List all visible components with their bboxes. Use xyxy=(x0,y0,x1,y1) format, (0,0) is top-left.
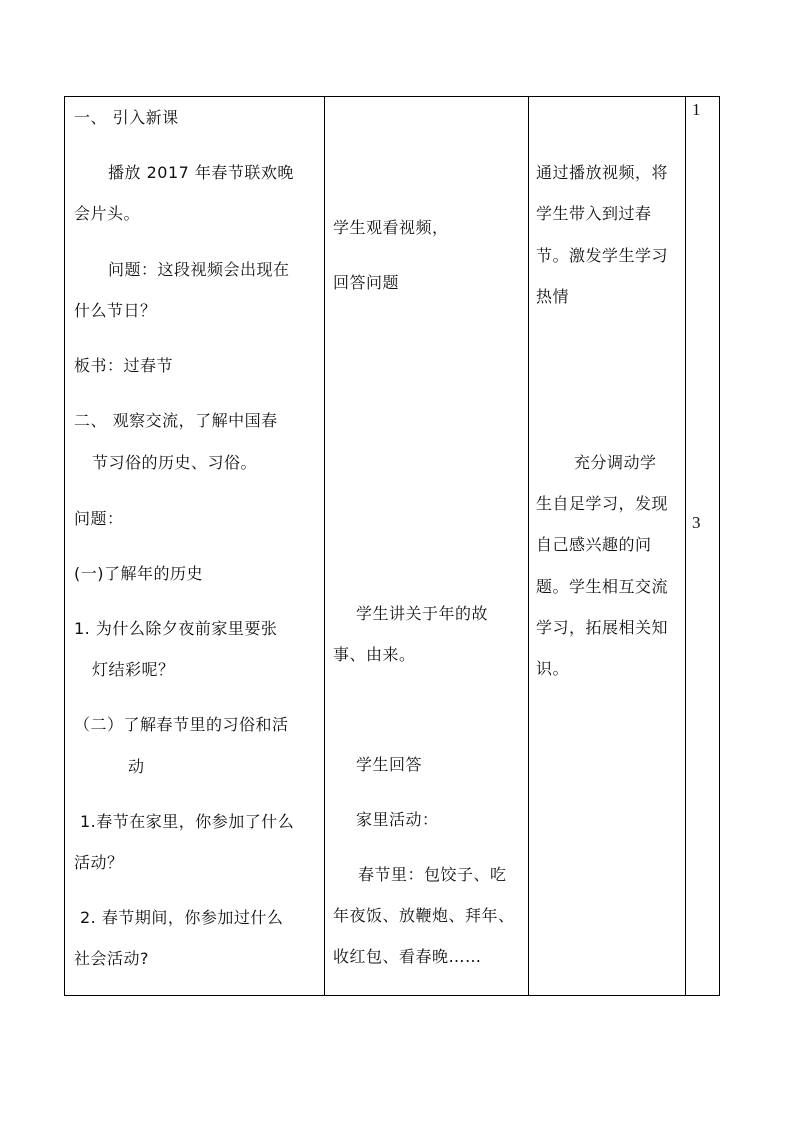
question-line: 问题：这段视频会出现在 xyxy=(108,260,290,279)
question-line: 什么节日？ xyxy=(74,301,157,320)
time-value: 1 xyxy=(692,100,701,119)
subsection-heading: 动 xyxy=(128,757,145,776)
column-divider xyxy=(324,97,325,995)
intent-line: 学习，拓展相关知 xyxy=(536,618,669,637)
question-line: 社会活动? xyxy=(74,949,149,968)
content-line: 播放 2017 年春节联欢晚 xyxy=(108,163,294,182)
question-line: 1. 为什么除夕夜前家里要张 xyxy=(74,619,278,638)
column-divider xyxy=(528,97,529,995)
subsection-heading: (一)了解年的历史 xyxy=(74,564,203,583)
column-divider xyxy=(685,97,686,995)
question-line: 1.春节在家里，你参加了什么 xyxy=(80,812,295,831)
activity-line: 年夜饭、放鞭炮、拜年、 xyxy=(333,906,515,925)
intent-line: 学生带入到过春 xyxy=(536,204,652,223)
board-note: 板书：过春节 xyxy=(74,356,174,375)
activity-line: 家里活动： xyxy=(356,810,439,829)
activity-line: 事、由来。 xyxy=(333,645,416,664)
activity-line: 回答问题 xyxy=(333,273,400,292)
question-line: 活动？ xyxy=(74,853,124,872)
intent-line: 通过播放视频，将 xyxy=(536,163,669,182)
activity-line: 收红包、看春晚…… xyxy=(333,947,482,966)
activity-line: 学生讲关于年的故 xyxy=(356,604,489,623)
intent-line: 节。激发学生学习 xyxy=(536,246,669,265)
questions-label: 问题： xyxy=(74,509,124,528)
activity-line: 学生回答 xyxy=(356,755,423,774)
intent-line: 热情 xyxy=(536,287,570,306)
time-value: 3 xyxy=(692,513,701,532)
intent-line: 识。 xyxy=(536,659,570,678)
intent-line: 充分调动学 xyxy=(574,453,657,472)
section-heading: 二、 观察交流，了解中国春 xyxy=(74,411,278,430)
question-line: 灯结彩呢？ xyxy=(92,660,175,679)
question-line: 2. 春节期间，你参加过什么 xyxy=(80,908,284,927)
intent-line: 题。学生相互交流 xyxy=(536,577,669,596)
subsection-heading: （二）了解春节里的习俗和活 xyxy=(74,715,289,734)
section-heading: 一、 引入新课 xyxy=(74,108,179,127)
activity-line: 春节里：包饺子、吃 xyxy=(358,865,507,884)
intent-line: 生自足学习，发现 xyxy=(536,494,669,513)
content-line: 会片头。 xyxy=(74,204,141,223)
intent-line: 自己感兴趣的问 xyxy=(536,535,652,554)
section-heading: 节习俗的历史、习俗。 xyxy=(92,453,258,472)
activity-line: 学生观看视频， xyxy=(333,218,449,237)
